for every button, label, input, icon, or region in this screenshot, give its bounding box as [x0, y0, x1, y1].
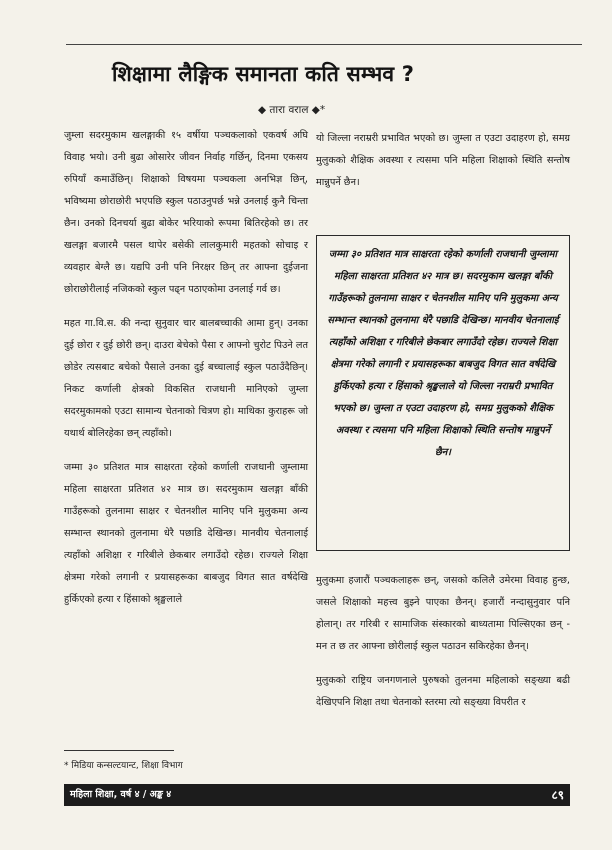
- footnote-rule: [64, 750, 174, 751]
- right-column-bottom: [316, 570, 570, 726]
- paragraph: मुलुकको राष्ट्रिय जनगणनाले पुरुषको तुलनमा महिलाको सङ्ख्या बढी देखिएपनि शिक्षा तथा चेतनाको स्तरमा त्यो सङ्ख्या विपरीत र: [316, 675, 570, 708]
- paragraph: जुम्ला सदरमुकाम खलङ्गाकी १५ वर्षीया पञ्चकलाको एकवर्ष अघि विवाह भयो। उनी बुढा ओसारेर जीवन निर्वाह गर्छिन्, दिनमा एकसय रुपियाँ कमाउँछिन्। शिक्षाको विषयमा पञ्चकला अनभिज्ञ छिन्, भविष्यमा छोराछोरी भएपछि स्कुल पठाउनुपर्छ भन्ने उनलाई कुनै चिन्ता छैन। उनको दिनचर्या बुढा बोकेर भरियाको रूपमा बितिरहेको छ। तर खलङ्गा बजारमै पसल थापेर बसेकी लालकुमारी महतको सोचाइ र व्यवहार बेग्लै छ। यद्यपि उनी पनि निरक्षर छिन् तर आफ्ना दुईजना छोराछोरीलाई नजिकको स्कुल पढ्न पठाएकोमा उनलाई गर्व छ।: [64, 130, 308, 295]
- footnote: * मिडिया कन्सल्टयान्ट, शिक्षा विभाग: [64, 761, 183, 771]
- top-rule: [66, 44, 582, 45]
- paragraph: मुलुकमा हजारौं पञ्चकलाहरू छन्, जसको कलिलै उमेरमा विवाह हुन्छ, जसले शिक्षाको महत्त्व बुझ्ने पाएका छैनन्। हजारौं नन्दासुनुवार पनि होलान्। तर गरिबी र सामाजिक संस्कारको बाध्यतामा पिल्सिएका छन्‌ - मन त छ तर आफ्ना छोरीलाई स्कुल पठाउन सकिरहेका छैनन्।: [316, 575, 570, 652]
- pull-quote-box: जम्मा ३० प्रतिशत मात्र साक्षरता रहेको कर्णाली राजधानी जुम्लामा महिला साक्षरता प्रतिशत ४२ मात्र छ। सदरमुकाम खलङ्गा बाँकी गाउँहरूको तुलनामा साक्षर र चेतनशील मानिए पनि मुलुकमा अन्य सम्भान्त स्थानको तुलनामा धेरै पछाडि देखिन्छ। मानवीय चेतनालाई त्यहाँको अशिक्षा र गरिबीले छेकबार लगाउँदो रहेछ। राज्यले शिक्षा क्षेत्रमा गरेको लगानी र प्रयासहरूका बाबजुद विगत सात वर्षदेखि हुर्किएको हत्या र हिंसाको श्रृङ्खलाले यो जिल्ला नराम्ररी प्रभावित भएको छ। जुम्ला त एउटा उदाहरण हो, समग्र मुलुकको शैक्षिक अवस्था र त्यसमा पनि महिला शिक्षाको स्थिति सन्तोष मान्नुपर्ने छैन।: [316, 235, 570, 551]
- page-number: ८९: [551, 788, 564, 802]
- right-column-top: [316, 128, 570, 206]
- left-column: [64, 125, 308, 623]
- article-author: ◆ तारा वराल ◆*: [258, 104, 326, 116]
- paragraph: यो जिल्ला नराम्ररी प्रभावित भएको छ। जुम्ला त एउटा उदाहरण हो, समग्र मुलुकको शैक्षिक अवस्था र त्यसमा पनि महिला शिक्षाको स्थिति सन्तोष मान्नुपर्ने छैन।: [316, 133, 570, 188]
- footer-journal-label: महिला शिक्षा, वर्ष ४ / अङ्क ४: [70, 789, 172, 800]
- paragraph: जम्मा ३० प्रतिशत मात्र साक्षरता रहेको कर्णाली राजधानी जुम्लामा महिला साक्षरता प्रतिशत ४२ मात्र छ। सदरमुकाम खलङ्गा बाँकी गाउँहरूको तुलनामा साक्षर र चेतनशील मानिए पनि मुलुकमा अन्य सम्भान्त स्थानको तुलनामा धेरै पछाडि देखिन्छ। मानवीय चेतनालाई त्यहाँको अशिक्षा र गरिबीले छेकबार लगाउँदो रहेछ। राज्यले शिक्षा क्षेत्रमा गरेको लगानी र प्रयासहरूका बाबजुद विगत सात वर्षदेखि हुर्किएको हत्या र हिंसाको श्रृङ्खलाले: [64, 462, 308, 605]
- paragraph: महत गा.वि.स. की नन्दा सुनुवार चार बालबच्चाकी आमा हुन्। उनका दुई छोरा र दुई छोरी छन्। दाउरा बेचेको पैसा र आफ्नो चुरोट पिउने लत छोडेर त्यसबाट बचेको पैसाले उनका दुई बच्चालाई स्कुल पठाउँदैछिन्। निकट कर्णाली क्षेत्रको विकसित राजधानी मानिएको जुम्ला सदरमुकामको एउटा सामान्य चेतनाको चित्रण हो। माथिका कुराहरू जो यथार्थ बोलिरहेका छन् त्यहाँको।: [64, 318, 308, 439]
- article-title: शिक्षामा लैङ्गिक समानता कति सम्भव ?: [112, 62, 415, 86]
